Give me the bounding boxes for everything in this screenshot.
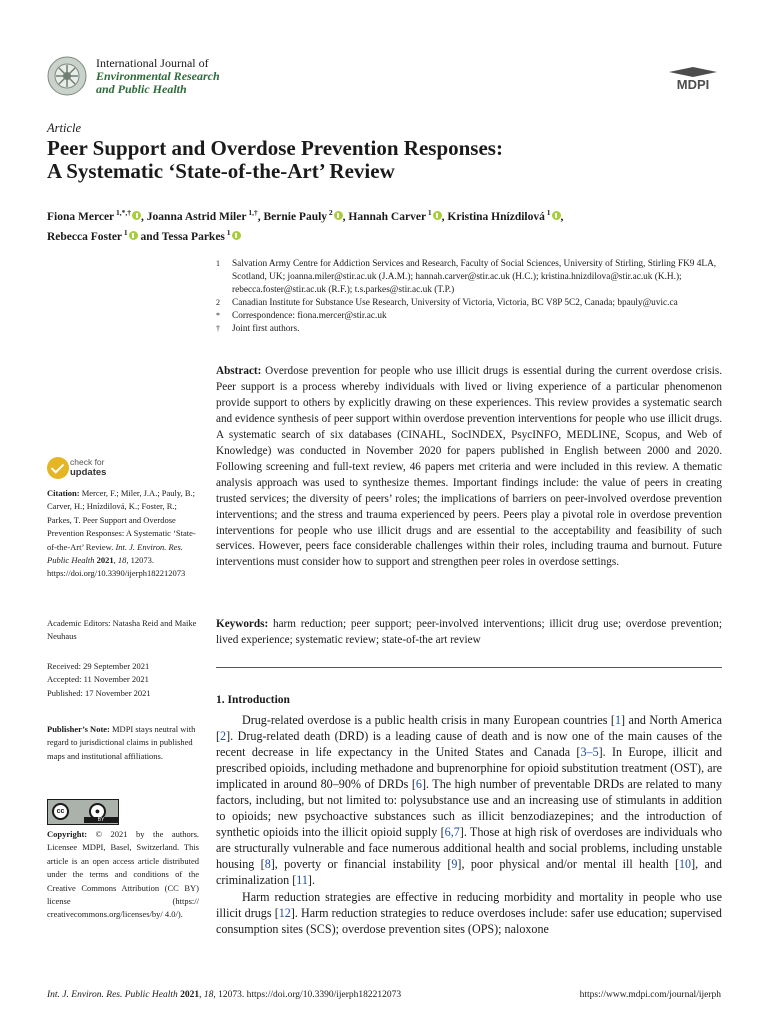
- academic-editors: Academic Editors: Natasha Reid and Maike Neuhaus: [47, 618, 197, 642]
- abstract-label: Abstract:: [216, 365, 262, 377]
- affiliations: [216, 258, 726, 335]
- publisher-name: MDPI: [676, 77, 710, 92]
- affiliation-row: [216, 297, 726, 310]
- affiliation-text: Joint first authors.: [232, 323, 300, 334]
- mdpi-logo: [665, 66, 721, 92]
- orcid-icon[interactable]: [552, 211, 561, 220]
- reference-link[interactable]: 6: [415, 777, 422, 792]
- footer-journal: Int. J. Environ. Res. Public Health: [47, 990, 178, 1000]
- reference-link[interactable]: 1: [614, 713, 622, 727]
- title-line2: A Systematic ‘State-of-the-Art’ Review: [47, 159, 395, 183]
- check-updates-line2: updates: [70, 466, 107, 478]
- citation-text: Mercer, F.; Miler, J.A.; Pauly, B.; Carver, H.; Hnízdilová, K.; Foster, R.; Parkes, T. Peer Support and Overdose Prevention Responses: A Systematic ‘State-of-the-Art’ Review.: [47, 488, 196, 552]
- attribution-person-icon: ●: [89, 803, 106, 820]
- journal-name-line1: International Journal of: [96, 56, 209, 70]
- reference-link[interactable]: 2: [220, 729, 227, 744]
- title-line1: Peer Support and Overdose Prevention Responses:: [47, 136, 503, 160]
- affiliation-text: Correspondence: fiona.mercer@stir.ac.uk: [232, 310, 387, 321]
- check-updates-text: [70, 458, 106, 477]
- copyright-label: Copyright:: [47, 829, 88, 839]
- reference-link[interactable]: 10: [679, 857, 692, 872]
- orcid-icon[interactable]: [232, 231, 241, 240]
- orcid-icon[interactable]: [132, 211, 141, 220]
- footer-journal-url[interactable]: https://www.mdpi.com/journal/ijerph: [579, 990, 721, 1000]
- reference-link[interactable]: 6,7: [444, 825, 460, 840]
- section-divider: [216, 667, 722, 668]
- journal-name-line3: and Public Health: [96, 82, 187, 96]
- accepted-date: Accepted: 11 November 2021: [47, 674, 149, 685]
- received-date: Received: 29 September 2021: [47, 661, 150, 671]
- reference-link[interactable]: 3–5: [580, 745, 599, 760]
- reference-link[interactable]: 11: [296, 873, 308, 888]
- publisher-note-text: MDPI stays neutral with regard to jurisdictional claims in published maps and institutional affiliations.: [47, 724, 196, 761]
- reference-link[interactable]: 8: [264, 857, 271, 872]
- intro-paragraph: Harm reduction strategies are effective in reducing morbidity and mortality in people who use illicit drugs [12]. Harm reduction strategies to reduce overdoses include: safer use education; supervised consumption sites (SCS); overdose prevention sites (OPS); naloxone: [216, 889, 722, 936]
- author-affiliation-marker: 1: [122, 227, 128, 237]
- affiliation-marker: 2: [216, 297, 220, 307]
- abstract-text: Overdose prevention for people who use illicit drugs is essential during the current overdose crisis. Peer support is a process whereby individuals with lived or living experience of a particular phenomenon provide support to others by explicitly drawing on these experiences. This review provides a systematic search and evidence synthesis of peer support within overdose prevention interventions for people who use illicit drugs. A systematic search of six databases (CINAHL, SocINDEX, PsycINFO, MEDLINE, Scopus, and Web of Knowledge) was conducted in November 2020 for papers published in English between 2000 and 2020. Following screening and full-text review, 46 papers met criteria and were included in this review. A thematic analysis approach was used to synthesize themes. Important findings include: the value of peers in creating trusted services; the diversity of peers’ roles; the implications of barriers on peer-involved overdose prevention interventions; and the stress and trauma experienced by peers. Peers play a pivotal role in overdose prevention interventions for people who use illicit drugs and are essential to the acceptability and feasibility of such services. However, peers face considerable challenges within their roles, including trauma and burnout. Future interventions must consider how to support and strengthen peer roles in overdose settings.: [216, 365, 722, 569]
- keywords-label: Keywords:: [216, 618, 269, 630]
- affiliation-marker: 1: [216, 259, 220, 268]
- author-name: Joanna Astrid Miler: [146, 210, 247, 223]
- author-name: Tessa Parkes: [161, 230, 225, 243]
- by-label: BY: [84, 817, 118, 823]
- publisher-note-label: Publisher’s Note:: [47, 724, 110, 734]
- footer-year: 2021: [180, 990, 200, 1000]
- intro-paragraph: Drug-related overdose is a public health crisis in many European countries [1] and North America [2]. Drug-related death (DRD) is a leading cause of death and is now one of the main causes of the recent decrease in life expectancy in the United States and Canada [3–5]. In Europe, illicit and prescribed opioids, including methadone and buprenorphine for opioid substitution treatment (OST), are implicated in around 80–90% of DRDs [6]. The high number of preventable DRDs are related to many factors, including, but not limited to: polysubstance use and an increasing use of stimulants in addition to opioids; new psychoactive substances such as illicit benzodiazepines; and the introduction of synthetic opioids into the illicit opioid supply [6,7]. Those at high risk of overdoses are individuals who are structurally vulnerable and face numerous additional health and social problems, including unstable housing [8], poverty or financial instability [9], poor physical and/or mental ill health [10], and criminalization [11].: [216, 713, 723, 888]
- article-type: Article: [47, 121, 82, 135]
- citation-doi-link[interactable]: 12073. https://doi.org/10.3390/ijerph182212073: [47, 555, 186, 579]
- footer-doi[interactable]: , 12073. https://doi.org/10.3390/ijerph182212073: [213, 990, 402, 1000]
- copyright-text: © 2021 by the authors. Licensee MDPI, Basel, Switzerland. This article is an open access article distributed under the terms and conditions of the Creative Commons Attribution (CC BY) license (https:// creativecommons.org/licenses/by/ 4.0/).: [47, 829, 200, 920]
- affiliation-marker: *: [216, 310, 220, 320]
- cc-icon: cc: [52, 803, 69, 820]
- author-name: Kristina Hnízdilová: [447, 210, 545, 223]
- checkmark-icon: [47, 457, 69, 479]
- author-affiliation-marker: 2: [327, 208, 333, 217]
- affiliation-row: [216, 258, 726, 297]
- keywords-text: harm reduction; peer support; peer-involved interventions; illicit drug use; overdose prevention; lived experience; systematic review; state-of-the art review: [216, 618, 723, 646]
- footer-citation: Int. J. Environ. Res. Public Health 2021, 18, 12073. https://doi.org/10.3390/ijerph182212073: [47, 990, 402, 1000]
- article-title: [47, 137, 727, 183]
- author-affiliation-marker: 1: [426, 208, 432, 217]
- citation-journal: Int. J. Environ. Res. Public Health: [47, 541, 183, 566]
- keywords: [216, 617, 722, 649]
- author-list: Fiona Mercer $^{1,*,\dagger}$ , Joanna Astrid Miler $^{1,\dagger}$, Bernie Pauly $^2$ , Hannah Carver $^1$ , Kristina Hnízdilová $^1$ , Rebecca Foster $^1$ and Tessa Parkes $^1$: [47, 208, 564, 243]
- journal-name-line2: Environmental Research: [96, 69, 220, 83]
- abstract: [216, 364, 722, 571]
- citation-volume: 18,: [117, 555, 129, 566]
- orcid-icon[interactable]: [129, 231, 138, 240]
- author-affiliation-marker: 1,*,†: [114, 208, 132, 217]
- dates-block: [47, 660, 199, 700]
- journal-logo: [47, 56, 87, 96]
- author-name: Rebecca Foster: [47, 230, 123, 243]
- affiliation-row: [216, 323, 726, 336]
- introduction-body: [216, 712, 722, 937]
- reference-link[interactable]: 12: [278, 905, 291, 920]
- published-date: Published: 17 November 2021: [47, 687, 151, 698]
- author-affiliation-marker: 1: [544, 208, 551, 217]
- citation-year: 2021: [96, 555, 114, 566]
- cc-by-license-badge[interactable]: [47, 799, 119, 825]
- author-name: Bernie Pauly: [263, 210, 328, 223]
- copyright-block: [47, 828, 199, 922]
- author-name: Hannah Carver: [348, 210, 427, 223]
- check-for-updates-button[interactable]: [47, 457, 127, 481]
- affiliation-row: [216, 310, 726, 323]
- author-name: Fiona Mercer: [47, 210, 115, 223]
- affiliation-text: Salvation Army Centre for Addiction Services and Research, Faculty of Social Sciences, University of Stirling, Stirling FK9 4LA, Scotland, UK; joanna.miler@stir.ac.uk (J.A.M.); hannah.carver@stir.ac.uk (H.C.); kristina.hnizdilova@stir.ac.uk (K.H.); rebecca.foster@stir.ac.uk (R.F.); t.s.parkes@stir.ac.uk (T.P.): [232, 259, 717, 295]
- affiliation-marker: †: [216, 323, 220, 333]
- orcid-icon[interactable]: [334, 211, 343, 220]
- author-affiliation-marker: 1: [224, 227, 231, 237]
- affiliation-text: Canadian Institute for Substance Use Research, University of Victoria, Victoria, BC V8P 5C2, Canada; bpauly@uvic.ca: [232, 297, 678, 308]
- author-affiliation-marker: 1,†: [246, 208, 258, 217]
- citation-block: Citation: Mercer, F.; Miler, J.A.; Pauly, B.; Carver, H.; Hnízdilová, K.; Foster, R.; Parkes, T. Peer Support and Overdose Prevention Responses: A Systematic ‘State-of-the-Art’ Review. Int. J. Environ. Res. Public Health 2021, 18, 12073. https://doi.org/10.3390/ijerph182212073: [47, 488, 196, 579]
- reference-link[interactable]: 9: [451, 857, 458, 872]
- orcid-icon[interactable]: [433, 211, 442, 220]
- citation-label: Citation:: [47, 488, 80, 498]
- journal-name: [96, 57, 220, 96]
- footer-volume: 18: [203, 990, 214, 1000]
- publisher-note: [47, 723, 199, 763]
- check-updates-line1: check for: [70, 457, 105, 467]
- section-heading-introduction: 1. Introduction: [216, 694, 290, 706]
